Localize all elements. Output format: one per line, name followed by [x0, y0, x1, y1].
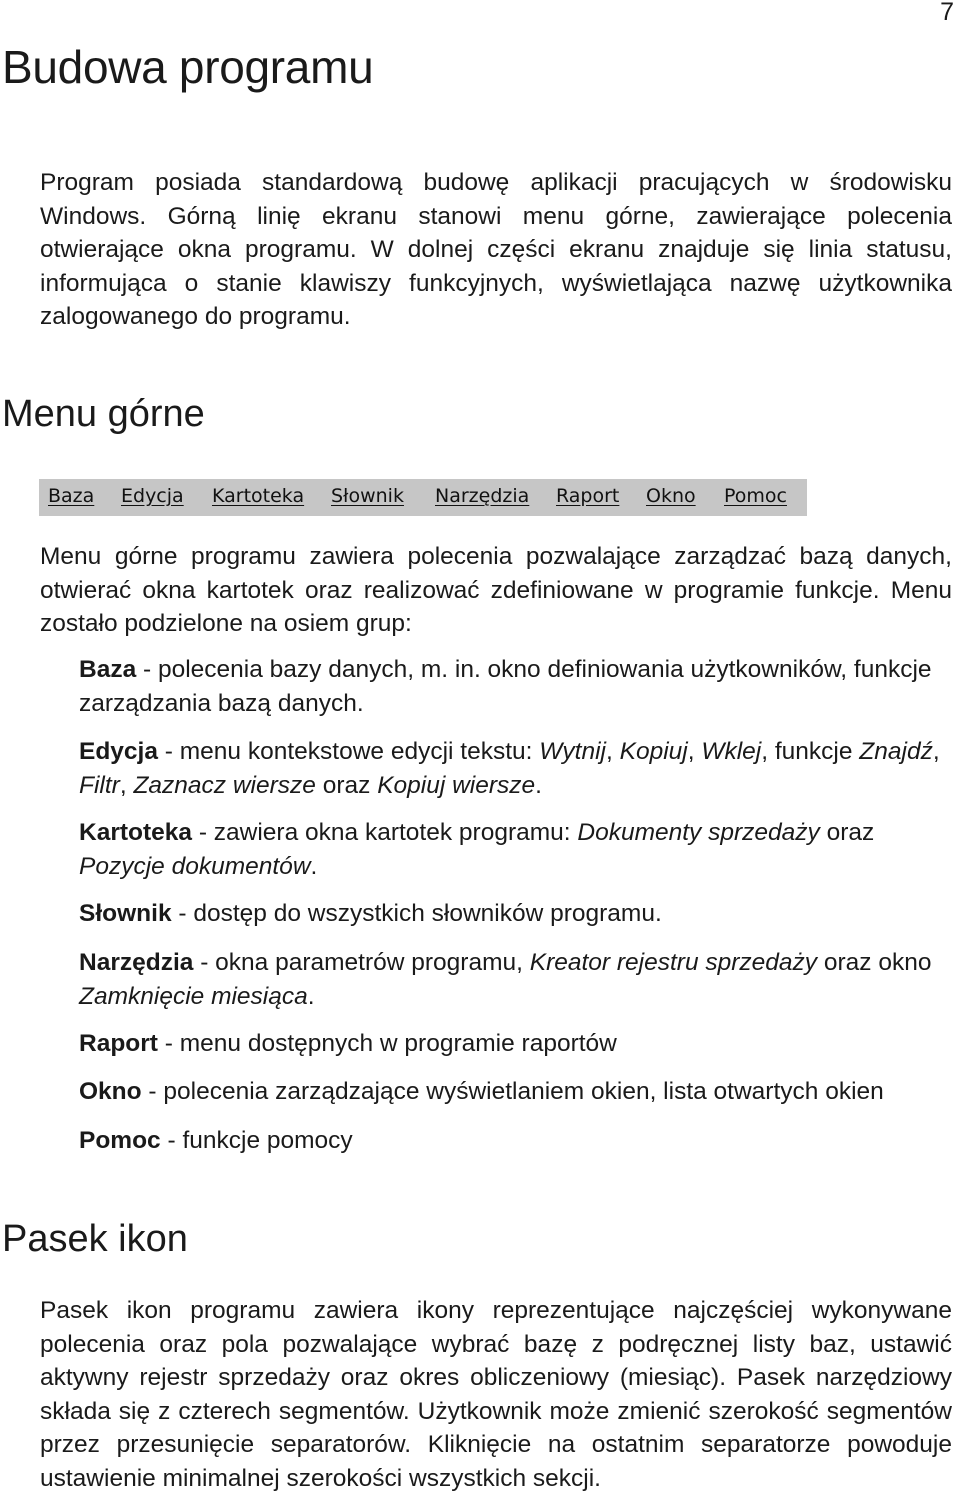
list-item — [79, 946, 953, 1014]
item-term: Baza — [79, 656, 137, 683]
item-text: . — [307, 983, 315, 1010]
item-text: . — [535, 772, 542, 799]
item-text: - funkcje pomocy — [160, 1127, 353, 1154]
item-command: Wytnij — [539, 738, 606, 765]
item-text: - dostęp do wszystkich słowników programu. — [171, 900, 662, 927]
item-term: Pomoc — [79, 1127, 161, 1154]
menu-item-narzedzia[interactable]: Narzędzia — [435, 485, 530, 507]
item-text: oraz okno — [817, 949, 932, 976]
item-text: - polecenia zarządzające wyświetlaniem okien, lista otwartych okien — [141, 1078, 884, 1105]
menu-bar — [39, 479, 807, 516]
item-text: - menu dostępnych w programie raportów — [157, 1030, 617, 1057]
item-text: - menu kontekstowe edycji tekstu: — [158, 738, 540, 765]
icons-paragraph: Pasek ikon programu zawiera ikony reprezentujące najczęściej wykonywane polecenia oraz pola pozwalające wybrać bazę z podręcznej listy baz, ustawić aktywny rejestr sprzedaży oraz okres obliczeniowy (miesiąc). Pasek narzędziowy składa się z czterech segmentów. Użytkownik może zmienić szerokość segmentów przez przesunięcie separatorów. Kliknięcie na ostatnim separatorze powoduje ustawienie minimalnej szerokości wszystkich sekcji. — [40, 1297, 952, 1492]
item-text: - polecenia bazy danych, m. in. okno definiowania użytkowników, funkcje zarządzania bazą danych. — [79, 656, 932, 717]
menu-item-raport[interactable]: Raport — [556, 485, 620, 507]
item-command: Kopiuj — [619, 738, 688, 765]
item-text: - zawiera okna kartotek programu: — [192, 819, 578, 846]
item-term: Raport — [79, 1030, 158, 1057]
menu-item-edycja[interactable]: Edycja — [121, 485, 184, 507]
item-text: , — [932, 738, 940, 765]
list-item — [79, 1075, 953, 1109]
menu-description: Menu górne programu zawiera polecenia pozwalające zarządzać bazą danych, otwierać okna kartotek oraz realizować zdefiniowane w programie funkcje. Menu zostało podzielone na osiem grup: — [40, 543, 952, 637]
item-text: , — [119, 772, 134, 799]
list-item — [79, 653, 953, 721]
item-text: oraz — [819, 819, 875, 846]
item-command: Dokumenty sprzedaży — [577, 819, 820, 846]
list-item — [79, 897, 953, 931]
item-term: Edycja — [79, 738, 158, 765]
item-command: Wklej — [701, 738, 762, 765]
list-item — [79, 1124, 953, 1158]
item-text: , funkcje — [761, 738, 860, 765]
item-command: Zamknięcie miesiąca — [79, 983, 308, 1010]
item-command: Kopiuj wiersze — [377, 772, 536, 799]
item-command: Filtr — [79, 772, 120, 799]
icons-heading: Pasek ikon — [2, 1218, 188, 1260]
item-text: , — [687, 738, 702, 765]
item-term: Narzędzia — [79, 949, 194, 976]
item-command: Pozycje dokumentów — [79, 853, 311, 880]
item-command: Zaznacz wiersze — [133, 772, 316, 799]
item-text: - okna parametrów programu, — [193, 949, 530, 976]
menu-item-okno[interactable]: Okno — [646, 485, 696, 507]
item-text: oraz — [315, 772, 378, 799]
list-item — [79, 1027, 953, 1061]
page-title: Budowa programu — [2, 41, 374, 93]
item-term: Kartoteka — [79, 819, 193, 846]
page-number: 7 — [940, 0, 954, 26]
intro-paragraph: Program posiada standardową budowę aplikacji pracujących w środowisku Windows. Górną linię ekranu stanowi menu górne, zawierające polecenia otwierające okna programu. W dolnej części ekranu znajduje się linia statusu, informująca o stanie klawiszy funkcyjnych, wyświetlająca nazwę użytkownika zalogowanego do programu. — [40, 169, 952, 330]
list-item — [79, 816, 953, 884]
list-item — [79, 735, 953, 803]
menu-item-slownik[interactable]: Słownik — [331, 485, 404, 507]
menu-heading: Menu górne — [2, 393, 205, 435]
item-command: Kreator rejestru sprzedaży — [529, 949, 818, 976]
item-text: , — [605, 738, 620, 765]
menu-item-baza[interactable]: Baza — [48, 485, 95, 507]
item-term: Okno — [79, 1078, 142, 1105]
item-text: . — [310, 853, 318, 880]
menu-item-pomoc[interactable]: Pomoc — [724, 485, 787, 507]
item-term: Słownik — [79, 900, 172, 927]
item-command: Znajdź — [859, 738, 933, 765]
menu-item-kartoteka[interactable]: Kartoteka — [212, 485, 305, 507]
